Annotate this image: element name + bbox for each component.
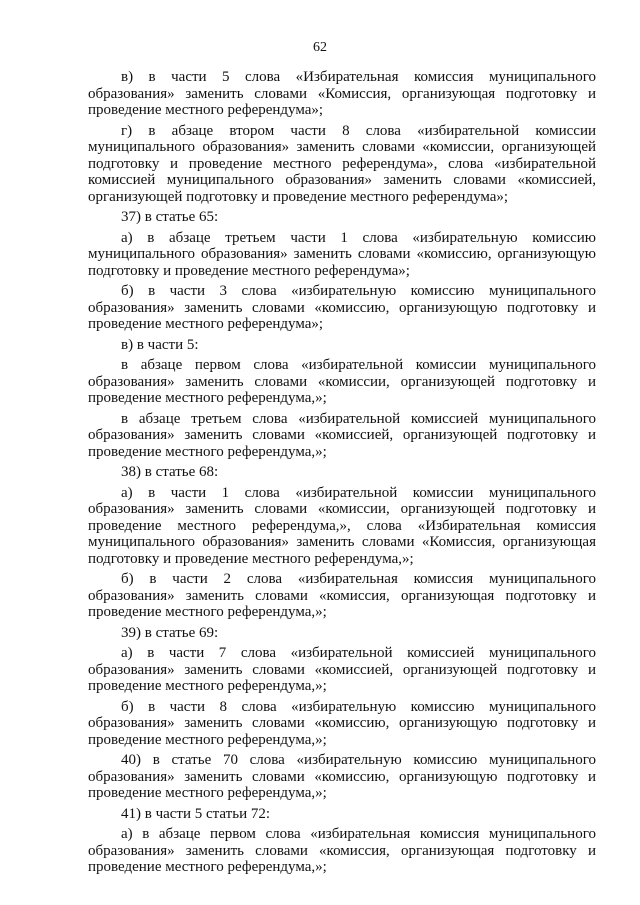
paragraph: в) в части 5: [121,336,199,353]
paragraph: а) в части 1 слова «избирательной комиссии муниципального образования» заменить словами «комиссии, организующей подготовку и проведение местного референдума,», слова «Избирательная комиссия муниципального образования» заменить словами «Комиссия, организующая подготовку и проведение местного референдума,»; [88,484,596,567]
paragraph: б) в части 2 слова «избирательная комиссия муниципального образования» заменить словами «комиссия, организующая подготовку и проведение местного референдума,»; [88,571,596,620]
paragraph: а) в абзаце первом слова «избирательная комиссия муниципального образования» заменить словами «комиссия, организующая подготовку и проведение местного референдума,»; [88,826,596,875]
page-number: 62 [313,40,327,55]
paragraph: 37) в статье 65: [121,209,219,225]
paragraph: 41) в части 5 статьи 72: [121,805,271,822]
paragraph: а) в абзаце третьем части 1 слова «избирательную комиссию муниципального образования» заменить словами «комиссию, организующую подготовку и проведение местного референдума»; [88,229,596,279]
paragraph: в абзаце первом слова «избирательной комиссии муниципального образования» заменить словами «комиссии, организующей подготовку и проведение местного референдума,»; [88,357,596,406]
paragraph: б) в части 8 слова «избирательную комиссию муниципального образования» заменить словами «комиссию, организующую подготовку и проведение местного референдума,»; [88,698,596,748]
paragraph: г) в абзаце втором части 8 слова «избирательной комиссии муниципального образования» заменить словами «комиссии, организующей подготовку и проведение местного референдума», слова «избирательной комиссией муниципального образования» заменить словами «комиссией, организующей подготовку и проведение местного референдума»; [88,122,596,205]
paragraph: б) в части 3 слова «избирательную комиссию муниципального образования» заменить словами «комиссию, организующую подготовку и проведение местного референдума»; [88,283,596,332]
paragraph: 39) в статье 69: [121,624,219,641]
paragraph: в) в части 5 слова «Избирательная комиссия муниципального образования» заменить словами «Комиссия, организующая подготовку и проведение местного референдума»; [88,69,596,118]
paragraph: а) в части 7 слова «избирательной комиссией муниципального образования» заменить словами «комиссией, организующей подготовку и проведение местного референдума,»; [88,645,596,694]
paragraph: 38) в статье 68: [121,464,219,480]
paragraph: 40) в статье 70 слова «избирательную комиссию муниципального образования» заменить словами «комиссию, организующую подготовку и проведение местного референдума,»; [88,752,596,801]
paragraph: в абзаце третьем слова «избирательной комиссией муниципального образования» заменить словами «комиссией, организующей подготовку и проведение местного референдума,»; [88,410,596,460]
document-body [88,69,596,880]
